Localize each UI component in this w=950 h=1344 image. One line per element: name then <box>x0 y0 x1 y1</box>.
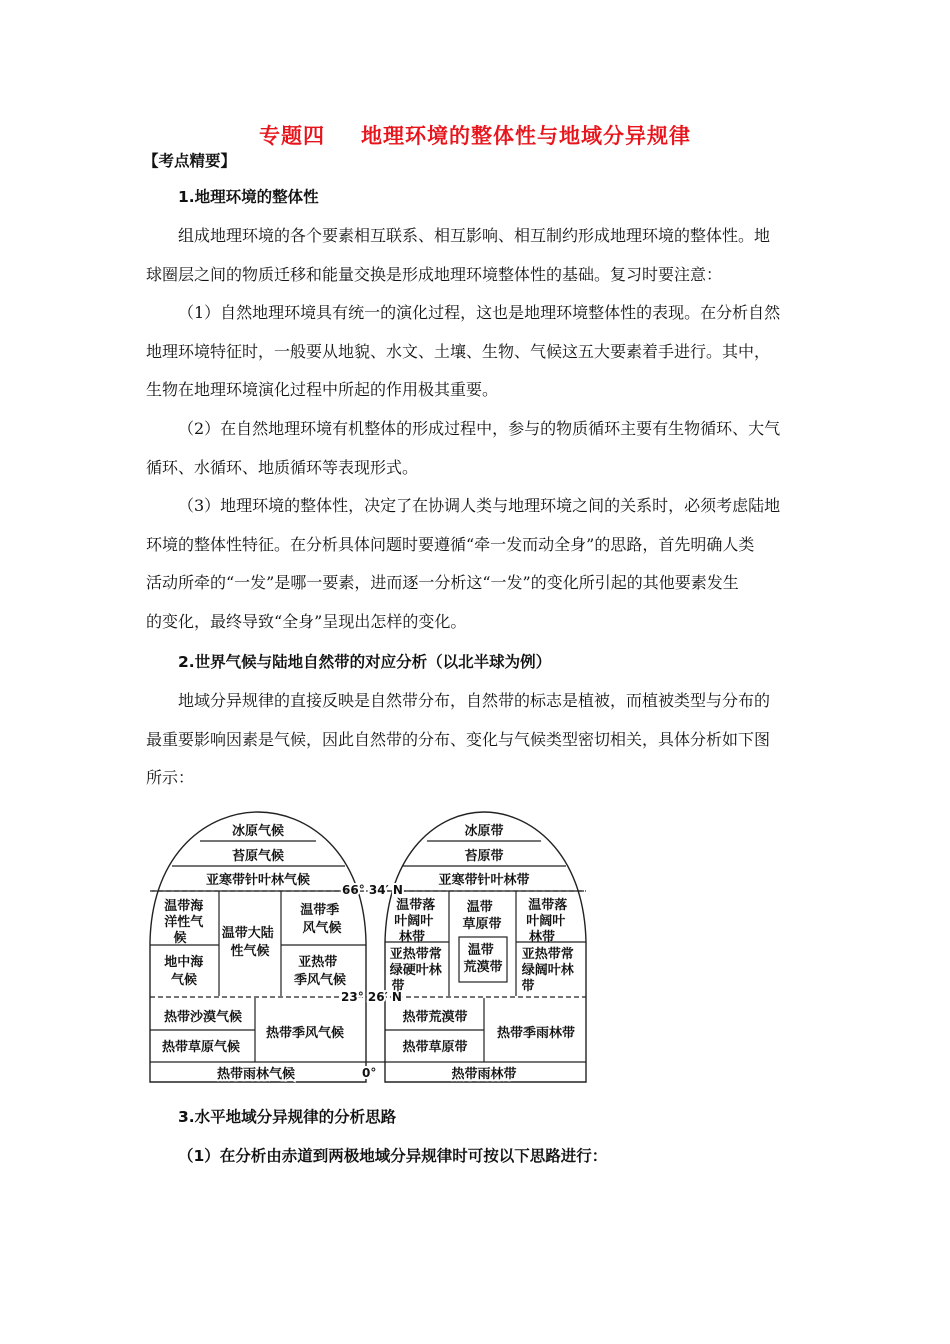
temperate-continental-climate-label: 温带大陆 性气候 <box>221 926 274 959</box>
tropical-savanna-climate-label: 热带草原气候 <box>161 1040 241 1055</box>
paragraph-line: 的变化，最终导致“全身”呈现出怎样的变化。 <box>146 612 467 631</box>
tropical-desert-climate-label: 热带沙漠气候 <box>163 1010 243 1025</box>
title-topic: 专题四 <box>259 124 325 148</box>
temperate-deciduous-forest-label-left: 温带落 叶阔叶 林带 <box>394 898 436 945</box>
lat-tropic-label: 23° 26′ N <box>341 990 402 1004</box>
temperate-deciduous-forest-label-right: 温带落 叶阔叶 林带 <box>526 898 568 945</box>
tropical-monsoon-climate-label: 热带季风气候 <box>265 1026 345 1041</box>
paragraph-line: 球圈层之间的物质迁移和能量交换是形成地理环境整体性的基础。复习时要注意： <box>146 265 723 284</box>
lat-equator-label: 0° <box>362 1066 377 1080</box>
taiga-climate-label: 亚寒带针叶林气候 <box>205 873 311 888</box>
temperate-monsoon-climate-label: 温带季 风气候 <box>300 903 342 936</box>
tropical-savanna-zone-label: 热带草原带 <box>402 1040 468 1055</box>
subtropical-sclerophyll-forest-label: 亚热带常 绿硬叶林 带 <box>389 947 442 994</box>
ice-climate-label: 冰原气候 <box>231 824 285 839</box>
paragraph-line: 最重要影响因素是气候，因此自然带的分布、变化与气候类型密切相关，具体分析如下图 <box>146 730 771 749</box>
page-title <box>0 120 950 150</box>
paragraph-line: 地域分异规律的直接反映是自然带分布，自然带的标志是植被，而植被类型与分布的 <box>178 691 771 710</box>
paragraph-line: 所示： <box>146 768 195 787</box>
lat-arctic-label: 66° 34′ N <box>342 883 403 897</box>
heading-1: 1.地理环境的整体性 <box>178 188 319 206</box>
climate-natural-zone-diagram <box>140 805 600 1087</box>
temperate-grassland-label: 温带 草原带 <box>462 900 502 932</box>
taiga-zone-label: 亚寒带针叶林带 <box>438 873 530 888</box>
subtropical-evergreen-forest-label: 亚热带常 绿阔叶林 带 <box>521 947 574 994</box>
paragraph-line: （3）地理环境的整体性，决定了在协调人类与地理环境之间的关系时，必须考虑陆地 <box>178 496 781 515</box>
heading-3: 3.水平地域分异规律的分析思路 <box>178 1108 397 1126</box>
tropical-rainforest-zone-label: 热带雨林带 <box>451 1067 517 1082</box>
tundra-climate-label: 苔原气候 <box>231 849 285 864</box>
tropical-rainforest-climate-label: 热带雨林气候 <box>216 1067 296 1082</box>
paragraph-line: （1）自然地理环境具有统一的演化过程，这也是地理环境整体性的表现。在分析自然 <box>178 303 781 322</box>
temperate-desert-label: 温带 荒漠带 <box>463 943 503 975</box>
paragraph-line: 循环、水循环、地质循环等表现形式。 <box>146 458 419 477</box>
paragraph-line: 生物在地理环境演化过程中所起的作用极其重要。 <box>146 380 499 399</box>
paragraph-line: 环境的整体性特征。在分析具体问题时要遵循“牵一发而动全身”的思路，首先明确人类 <box>146 535 755 554</box>
title-text: 地理环境的整体性与地域分异规律 <box>361 124 691 148</box>
section-label: 【考点精要】 <box>143 152 237 170</box>
tundra-zone-label: 苔原带 <box>464 849 504 864</box>
paragraph-line: 活动所牵的“一发”是哪一要素，进而逐一分析这“一发”的变化所引起的其他要素发生 <box>146 573 739 592</box>
paragraph-line: 组成地理环境的各个要素相互联系、相互影响、相互制约形成地理环境的整体性。地 <box>178 226 771 245</box>
paragraph-line: （2）在自然地理环境有机整体的形成过程中，参与的物质循环主要有生物循环、大气 <box>178 419 781 438</box>
tropical-desert-zone-label: 热带荒漠带 <box>402 1010 468 1025</box>
tropical-monsoon-forest-label: 热带季雨林带 <box>496 1026 576 1041</box>
ice-zone-label: 冰原带 <box>464 824 504 839</box>
sub-heading-3-1: （1）在分析由赤道到两极地域分异规律时可按以下思路进行： <box>178 1147 608 1165</box>
temperate-marine-climate-label: 温带海 洋性气 候 <box>164 899 204 946</box>
subtropical-monsoon-climate-label: 亚热带 季风气候 <box>293 955 347 988</box>
heading-2: 2.世界气候与陆地自然带的对应分析（以北半球为例） <box>178 653 552 671</box>
paragraph-line: 地理环境特征时，一般要从地貌、水文、土壤、生物、气候这五大要素着手进行。其中， <box>146 342 771 361</box>
mediterranean-climate-label: 地中海 气候 <box>164 955 204 988</box>
